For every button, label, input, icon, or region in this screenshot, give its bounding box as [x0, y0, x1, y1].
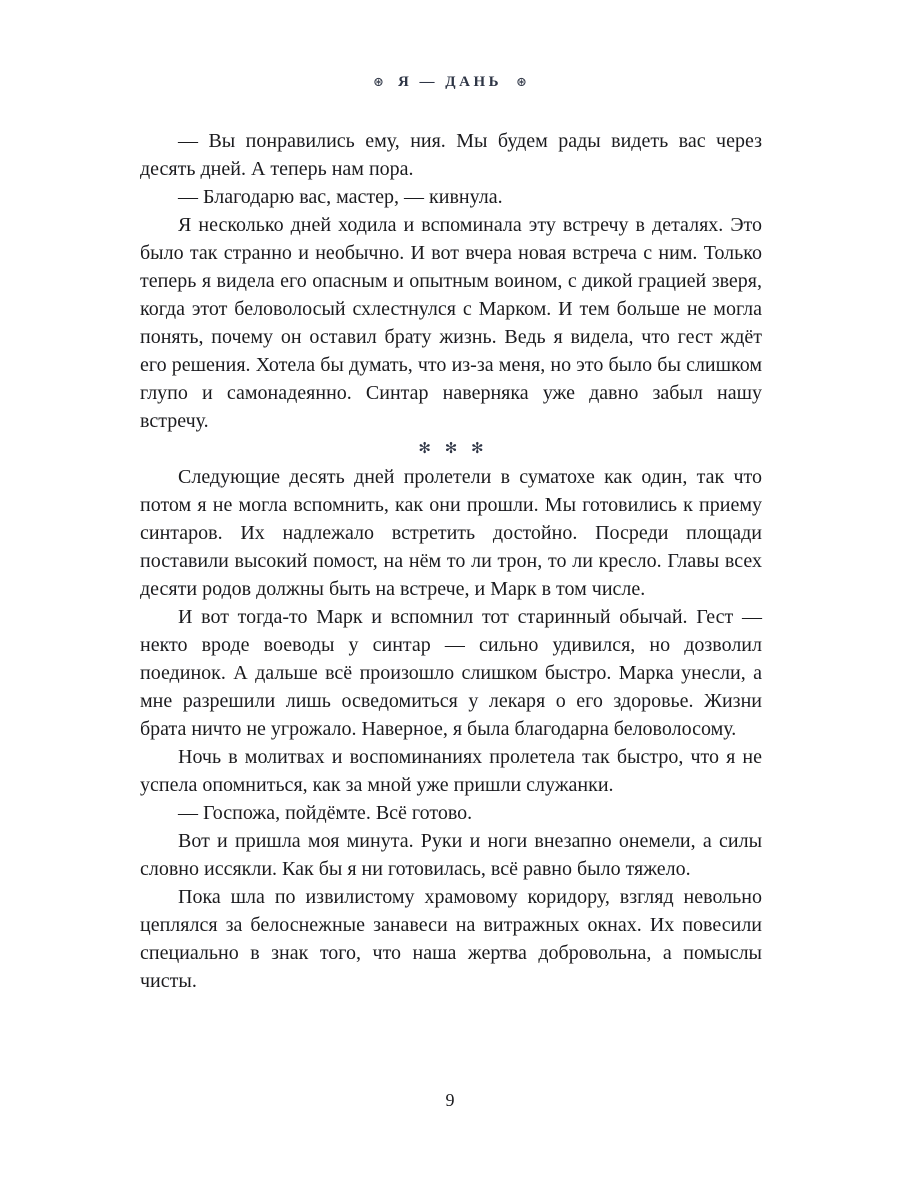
page-number: 9: [445, 1090, 455, 1110]
paragraph: И вот тогда-то Марк и вспомнил тот старинный обычай. Гест — некто вроде воеводы у синтар — сильно удивился, но дозволил поединок. А дальше всё произошло слишком быстро. Марка унесли, а мне разрешили лишь осведомиться у лекаря о его здоровье. Жизни брата ничто не угрожало. Наверное, я была благодарна беловолосому.: [140, 606, 762, 740]
dialogue-paragraph: — Вы понравились ему, ния. Мы будем рады видеть вас через десять дней. А теперь нам пора.: [140, 130, 762, 180]
scene-separator: ✻ ✻ ✻: [418, 441, 484, 457]
dialogue-paragraph: — Госпожа, пойдёмте. Всё готово.: [178, 802, 473, 824]
running-title: Я — ДАНЬ: [397, 74, 503, 90]
body-text: [140, 127, 762, 995]
paragraph: Пока шла по извилистому храмовому коридору, взгляд невольно цеплялся за белоснежные занавеси на витражных окнах. Их повесили специально в знак того, что наша жертва добровольна, а помыслы чисты.: [140, 886, 762, 992]
dialogue-paragraph: — Благодарю вас, мастер, — кивнула.: [178, 186, 503, 208]
paragraph: Вот и пришла моя минута. Руки и ноги внезапно онемели, а силы словно иссякли. Как бы я ни готовилась, всё равно было тяжело.: [140, 830, 762, 880]
paragraph: Ночь в молитвах и воспоминаниях пролетела так быстро, что я не успела опомниться, как за мной уже пришли служанки.: [140, 746, 762, 796]
paragraph: Я несколько дней ходила и вспоминала эту встречу в деталях. Это было так странно и необычно. И вот вчера новая встреча с ним. Только теперь я видела его опасным и опытным воином, с дикой грацией зверя, когда этот беловолосый схлестнулся с Марком. И тем больше не могла понять, почему он оставил брату жизнь. Ведь я видела, что гест ждёт его решения. Хотела бы думать, что из-за меня, но это было бы слишком глупо и самонадеянно. Синтар наверняка уже давно забыл нашу встречу.: [140, 214, 762, 432]
header-ornament-left-icon: ⊛: [373, 74, 384, 89]
paragraph: Следующие десять дней пролетели в суматохе как один, так что потом я не могла вспомнить, как они прошли. Мы готовились к приему синтаров. Их надлежало встретить достойно. Посреди площади поставили высокий помост, на нём то ли трон, то ли кресло. Главы всех десяти родов должны быть на встрече, и Марк в том числе.: [140, 466, 762, 600]
running-header: [0, 74, 900, 91]
header-ornament-right-icon: ⊛: [516, 74, 527, 89]
page-footer: [0, 1090, 900, 1111]
